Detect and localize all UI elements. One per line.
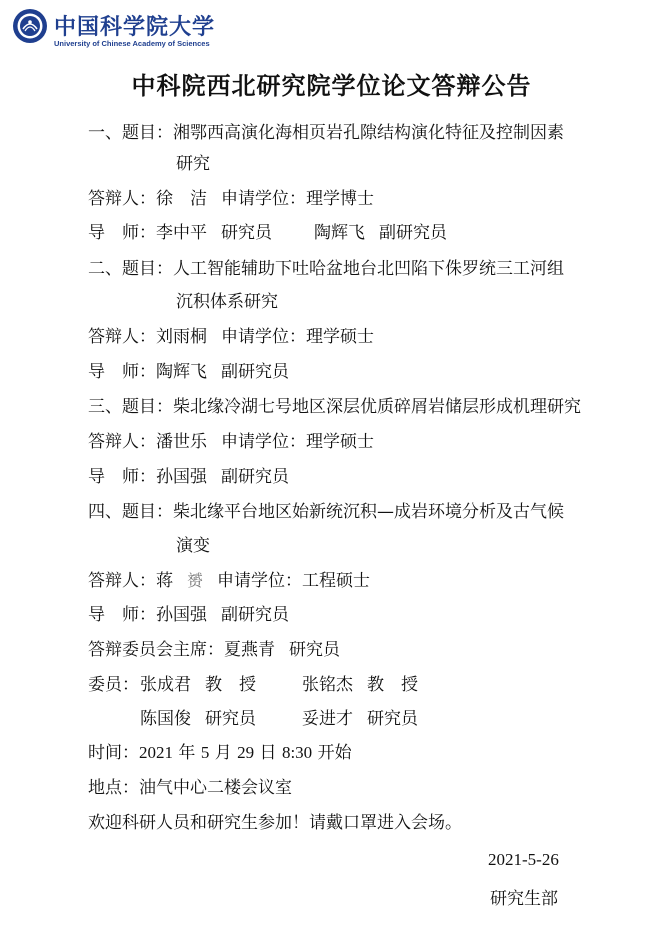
advisor-label: 导 师： xyxy=(88,605,156,625)
item-3-index-label: 三、题目： xyxy=(88,397,173,417)
advisor-label: 导 师： xyxy=(88,362,156,382)
footer-date: 2021-5-26 xyxy=(488,850,559,869)
degree-value: 工程硕士 xyxy=(302,571,371,591)
degree-value: 理学博士 xyxy=(306,189,374,209)
defender-name: 刘雨桐 xyxy=(156,327,207,347)
item-1-index-label: 一、题目： xyxy=(88,123,173,143)
item-2-advisor-row xyxy=(88,361,289,383)
chair-label: 答辩委员会主席： xyxy=(88,640,224,660)
defender-label: 答辩人： xyxy=(88,189,156,209)
item-4-topic-line2: 演变 xyxy=(176,536,210,556)
advisor-name: 陶辉飞 xyxy=(156,362,207,382)
time-month: 5 xyxy=(200,743,210,762)
item-2-topic-line2: 沉积体系研究 xyxy=(176,292,278,312)
advisor-title: 副研究员 xyxy=(221,467,289,487)
member-title: 研究员 xyxy=(205,709,256,729)
degree-value: 理学硕士 xyxy=(306,432,374,452)
member-title: 研究员 xyxy=(367,709,418,729)
member-title: 教 授 xyxy=(367,675,418,695)
degree-label: 申请学位： xyxy=(221,432,306,452)
member-1 xyxy=(140,674,256,696)
footer-department: 研究生部 xyxy=(490,889,558,909)
defender-name: 徐 洁 xyxy=(156,189,207,209)
item-4-topic xyxy=(88,501,564,523)
advisor-title: 研究员 xyxy=(221,223,272,243)
degree-label: 申请学位： xyxy=(221,327,306,347)
chair-name: 夏燕青 xyxy=(224,640,275,660)
advisor-title: 副研究员 xyxy=(221,362,289,382)
welcome-text: 欢迎科研人员和研究生参加！请戴口罩进入会场。 xyxy=(88,813,462,833)
ucas-emblem-icon xyxy=(12,8,48,44)
advisor-title: 副研究员 xyxy=(379,223,447,243)
item-2-topic-line1: 人工智能辅助下吐哈盆地台北凹陷下侏罗统三工河组 xyxy=(173,259,564,279)
item-4-advisor-row xyxy=(88,604,289,626)
defender-name: 蒋 xyxy=(156,571,173,591)
page-title: 中科院西北研究院学位论文答辩公告 xyxy=(131,72,532,100)
item-3-topic-line1: 柴北缘冷湖七号地区深层优质碎屑岩储层形成机理研究 xyxy=(173,397,581,417)
member-name: 妥进才 xyxy=(302,709,353,729)
defender-name: 潘世乐 xyxy=(156,432,207,452)
advisor-label: 导 师： xyxy=(88,223,156,243)
advisor-label: 导 师： xyxy=(88,467,156,487)
item-2-defender-row xyxy=(88,326,374,348)
item-1-topic-line1: 湘鄂西高演化海相页岩孔隙结构演化特征及控制因素 xyxy=(173,123,564,143)
time-row xyxy=(88,742,352,764)
item-4-topic-line1: 柴北缘平台地区始新统沉积—成岩环境分析及古气候 xyxy=(173,502,564,522)
advisor-title: 副研究员 xyxy=(221,605,289,625)
item-1-topic-line2: 研究 xyxy=(176,154,210,174)
advisor-name: 陶辉飞 xyxy=(314,223,365,243)
ucas-logo xyxy=(12,8,216,52)
chair-title: 研究员 xyxy=(289,640,340,660)
defender-label: 答辩人： xyxy=(88,432,156,452)
member-name: 张成君 xyxy=(140,675,191,695)
location-value: 油气中心二楼会议室 xyxy=(139,778,292,798)
item-2-index-label: 二、题目： xyxy=(88,259,173,279)
member-title: 教 授 xyxy=(205,675,256,695)
item-3-topic xyxy=(88,396,581,418)
member-name: 张铭杰 xyxy=(302,675,353,695)
degree-label: 申请学位： xyxy=(217,571,303,591)
item-4-index-label: 四、题目： xyxy=(88,502,173,522)
time-start: 开始 xyxy=(317,743,352,763)
item-2-topic xyxy=(88,258,564,280)
logo-subtitle: University of Chinese Academy of Sciences xyxy=(54,39,210,48)
time-month-unit: 月 xyxy=(214,743,232,763)
advisor-name: 孙国强 xyxy=(156,605,207,625)
advisor-name: 孙国强 xyxy=(156,467,207,487)
item-1-defender-row xyxy=(88,188,374,210)
member-3 xyxy=(140,708,256,730)
committee-chair-row xyxy=(88,639,340,661)
advisor-name: 李中平 xyxy=(156,223,207,243)
item-1-advisor-row xyxy=(88,222,447,244)
time-year-unit: 年 xyxy=(178,743,196,763)
time-year: 2021 xyxy=(139,743,173,762)
member-4 xyxy=(302,708,418,730)
location-label: 地点： xyxy=(88,778,139,798)
logo-title: 中国科学院大学 xyxy=(54,14,216,40)
time-day-unit: 日 xyxy=(259,743,277,763)
time-day: 29 xyxy=(237,743,255,762)
member-name: 陈国俊 xyxy=(140,709,191,729)
committee-members-label: 委员： xyxy=(88,675,139,695)
item-4-defender-row xyxy=(88,570,370,592)
defender-label: 答辩人： xyxy=(88,327,156,347)
item-3-defender-row xyxy=(88,431,374,453)
defender-label: 答辩人： xyxy=(88,571,156,591)
degree-value: 理学硕士 xyxy=(306,327,374,347)
location-row xyxy=(88,777,292,799)
item-3-advisor-row xyxy=(88,466,289,488)
degree-label: 申请学位： xyxy=(221,189,306,209)
defender-name-char: 赟 xyxy=(187,571,204,590)
member-2 xyxy=(302,674,418,696)
item-1-topic xyxy=(88,122,564,144)
time-label: 时间： xyxy=(88,743,139,763)
time-clock: 8:30 xyxy=(281,743,313,762)
